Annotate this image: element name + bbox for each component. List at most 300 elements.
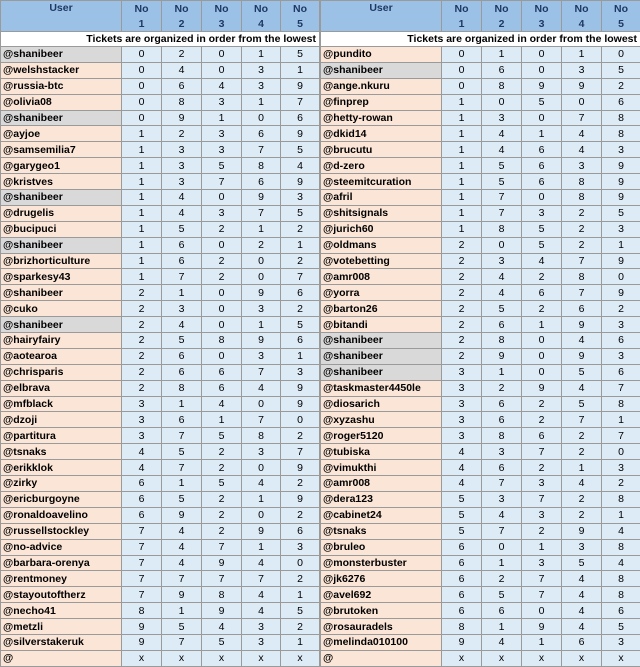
ticket-number-cell: 0 (202, 285, 242, 301)
username-cell: @hairyfairy (1, 333, 122, 349)
ticket-number-cell: 6 (602, 364, 640, 380)
username-cell: @russia-btc (1, 78, 122, 94)
table-row (321, 603, 640, 619)
ticket-number-cell: 7 (162, 634, 202, 650)
ticket-number-cell: 3 (202, 142, 242, 158)
table-row (321, 428, 640, 444)
ticket-number-cell: 5 (602, 205, 640, 221)
ticket-number-cell: 6 (442, 603, 482, 619)
username-cell: @cuko (1, 301, 122, 317)
ticket-number-cell: 1 (442, 110, 482, 126)
ticket-number-cell: 0 (202, 62, 242, 78)
ticket-number-cell: 1 (122, 158, 162, 174)
ticket-number-cell: 2 (562, 221, 602, 237)
ticket-number-cell: 0 (522, 603, 562, 619)
ticket-number-cell: 2 (122, 317, 162, 333)
table-row (1, 142, 320, 158)
ticket-number-cell: 7 (522, 571, 562, 587)
ticket-number-cell: 9 (522, 78, 562, 94)
ticket-number-cell: 0 (242, 507, 281, 523)
ticket-number-cell: 7 (482, 476, 522, 492)
ticket-number-cell: 9 (602, 190, 640, 206)
no-header-3: No (522, 1, 562, 17)
ticket-number-cell: 9 (162, 587, 202, 603)
ticket-number-cell: 1 (482, 555, 522, 571)
ticket-number-cell: 8 (562, 190, 602, 206)
ticket-number-cell: 2 (202, 221, 242, 237)
username-cell: @elbrava (1, 380, 122, 396)
no-header-2: No (482, 1, 522, 17)
ticket-number-cell: 7 (482, 523, 522, 539)
table-row (1, 428, 320, 444)
ticket-number-cell: 0 (522, 364, 562, 380)
username-cell: @bitandi (321, 317, 442, 333)
ticket-number-cell: 1 (122, 269, 162, 285)
ticket-number-cell: 6 (162, 364, 202, 380)
username-cell: @welshstacker (1, 62, 122, 78)
username-cell: @ange.nkuru (321, 78, 442, 94)
ticket-number-cell: 6 (562, 301, 602, 317)
ticket-number-cell: 0 (522, 333, 562, 349)
ticket-number-cell: 9 (522, 619, 562, 635)
ticket-number-cell: 1 (162, 396, 202, 412)
table-row (1, 476, 320, 492)
ticket-number-cell: 9 (602, 285, 640, 301)
ticket-number-cell: 2 (122, 348, 162, 364)
ticket-number-cell: 6 (482, 396, 522, 412)
ticket-number-cell: 6 (562, 634, 602, 650)
username-cell: @garygeo1 (1, 158, 122, 174)
ticket-number-cell: 2 (522, 460, 562, 476)
ticket-number-cell: 2 (202, 444, 242, 460)
ticket-number-cell: 2 (281, 253, 320, 269)
ticket-number-cell: 1 (442, 190, 482, 206)
ticket-number-cell: 2 (562, 444, 602, 460)
username-cell: @tubiska (321, 444, 442, 460)
table-row (1, 221, 320, 237)
table-row (1, 62, 320, 78)
username-cell: @ericburgoyne (1, 491, 122, 507)
ticket-number-cell: 4 (442, 444, 482, 460)
username-cell: @dera123 (321, 491, 442, 507)
username-cell: @melinda010100 (321, 634, 442, 650)
ticket-number-cell: 0 (442, 47, 482, 63)
ticket-number-cell: 0 (442, 78, 482, 94)
ticket-number-cell: 4 (602, 555, 640, 571)
table-row (1, 619, 320, 635)
table-row (1, 110, 320, 126)
ticket-number-cell: 5 (482, 174, 522, 190)
username-cell: @tsnaks (1, 444, 122, 460)
username-cell: @jurich60 (321, 221, 442, 237)
ticket-number-cell: 6 (522, 142, 562, 158)
ticket-number-cell: 9 (281, 380, 320, 396)
ticket-number-cell: 6 (442, 555, 482, 571)
ticket-number-cell: 6 (162, 237, 202, 253)
ticket-number-cell: 4 (162, 62, 202, 78)
ticket-number-cell: 9 (162, 110, 202, 126)
ticket-number-cell: 6 (522, 174, 562, 190)
ticket-number-cell: 6 (162, 253, 202, 269)
ticket-number-cell: 2 (602, 78, 640, 94)
ticket-number-cell: 4 (482, 507, 522, 523)
ticket-number-cell: 2 (281, 221, 320, 237)
ticket-number-cell: x (482, 650, 522, 666)
column-number-3: 3 (522, 16, 562, 32)
ticket-number-cell: 5 (482, 587, 522, 603)
ticket-number-cell: 7 (162, 269, 202, 285)
table-row (321, 78, 640, 94)
table-row (321, 555, 640, 571)
ticket-number-cell: 8 (162, 94, 202, 110)
ticket-number-cell: 1 (482, 619, 522, 635)
ticket-number-cell: 4 (202, 78, 242, 94)
ticket-number-cell: 2 (562, 237, 602, 253)
ticket-number-cell: 0 (122, 62, 162, 78)
ticket-number-cell: 7 (242, 364, 281, 380)
username-cell: @taskmaster4450le (321, 380, 442, 396)
ticket-number-cell: 1 (522, 634, 562, 650)
ticket-number-cell: 3 (602, 142, 640, 158)
username-cell: @olivia08 (1, 94, 122, 110)
ticket-number-cell: 1 (442, 126, 482, 142)
username-cell: @aotearoa (1, 348, 122, 364)
ticket-number-cell: x (281, 650, 320, 666)
ticket-number-cell: 1 (122, 126, 162, 142)
ticket-number-cell: 5 (522, 221, 562, 237)
ticket-number-cell: 1 (522, 539, 562, 555)
ticket-number-cell: 7 (202, 571, 242, 587)
table-row (321, 571, 640, 587)
ticket-number-cell: 6 (242, 126, 281, 142)
ticket-number-cell: 6 (122, 476, 162, 492)
ticket-number-cell: 2 (562, 491, 602, 507)
table-row (321, 253, 640, 269)
ticket-number-cell: 0 (522, 348, 562, 364)
ticket-number-cell: 1 (202, 110, 242, 126)
ticket-number-cell: 2 (122, 364, 162, 380)
ticket-number-cell: 6 (242, 174, 281, 190)
ticket-number-cell: 9 (281, 126, 320, 142)
username-cell: @avel692 (321, 587, 442, 603)
ticket-number-cell: 2 (281, 619, 320, 635)
ticket-number-cell: 5 (281, 142, 320, 158)
ticket-number-cell: 2 (202, 523, 242, 539)
ticket-number-cell: 6 (482, 412, 522, 428)
table-row (1, 507, 320, 523)
username-cell: @necho41 (1, 603, 122, 619)
ticket-number-cell: 7 (242, 205, 281, 221)
ticket-number-cell: 7 (281, 269, 320, 285)
ticket-number-cell: 1 (442, 158, 482, 174)
ticket-number-cell: 3 (442, 364, 482, 380)
table-row (1, 205, 320, 221)
table-row (321, 507, 640, 523)
table-row (1, 285, 320, 301)
ticket-number-cell: 3 (162, 174, 202, 190)
ticket-number-cell: 5 (281, 317, 320, 333)
no-header-1: No (442, 1, 482, 17)
ticket-number-cell: 4 (242, 380, 281, 396)
ticket-number-cell: 7 (242, 142, 281, 158)
ticket-number-cell: 3 (482, 253, 522, 269)
ticket-number-cell: 1 (522, 126, 562, 142)
ticket-number-cell: 6 (122, 507, 162, 523)
username-cell: @shitsignals (321, 205, 442, 221)
ticket-number-cell: 4 (242, 476, 281, 492)
column-number-3: 3 (202, 16, 242, 32)
ticket-number-cell: 6 (202, 380, 242, 396)
ticket-number-cell: 2 (242, 237, 281, 253)
username-cell: @hetty-rowan (321, 110, 442, 126)
ticket-number-cell: 2 (202, 460, 242, 476)
ticket-number-cell: 6 (602, 94, 640, 110)
ticket-number-cell: 2 (442, 253, 482, 269)
ticket-number-cell: 7 (122, 539, 162, 555)
ticket-number-cell: 4 (482, 285, 522, 301)
username-cell: @rosauradels (321, 619, 442, 635)
ticket-number-cell: 6 (522, 158, 562, 174)
table-row (321, 523, 640, 539)
ticket-number-cell: 2 (482, 571, 522, 587)
username-cell: @steemitcuration (321, 174, 442, 190)
ticket-number-cell: 8 (602, 571, 640, 587)
ticket-number-cell: 7 (202, 539, 242, 555)
ticket-number-cell: 0 (202, 348, 242, 364)
ticket-number-cell: 1 (281, 348, 320, 364)
ticket-number-cell: 6 (522, 285, 562, 301)
username-cell: @amr008 (321, 269, 442, 285)
ticket-number-cell: 4 (242, 603, 281, 619)
table-row (1, 158, 320, 174)
ticket-number-cell: 2 (281, 476, 320, 492)
ticket-number-cell: 2 (562, 507, 602, 523)
ticket-number-cell: 5 (162, 491, 202, 507)
ticket-number-cell: 7 (482, 205, 522, 221)
ticket-number-cell: 1 (242, 491, 281, 507)
ticket-number-cell: 3 (442, 380, 482, 396)
table-row (1, 491, 320, 507)
ticket-number-cell: 0 (482, 94, 522, 110)
ticket-number-cell: 9 (602, 253, 640, 269)
ticket-number-cell: 3 (442, 396, 482, 412)
ticket-number-cell: 2 (281, 428, 320, 444)
ticket-number-cell: 2 (442, 317, 482, 333)
ticket-number-cell: 1 (122, 142, 162, 158)
ticket-number-cell: 3 (562, 539, 602, 555)
ticket-number-cell: 7 (122, 587, 162, 603)
username-cell: @samsemilia7 (1, 142, 122, 158)
ticket-number-cell: 1 (281, 587, 320, 603)
ticket-number-cell: 4 (602, 523, 640, 539)
ticket-number-cell: 4 (562, 476, 602, 492)
ticket-number-cell: 0 (202, 237, 242, 253)
ticket-number-cell: 0 (122, 110, 162, 126)
username-cell: @shanibeer (321, 364, 442, 380)
ticket-number-cell: 5 (602, 619, 640, 635)
ticket-number-cell: 1 (122, 237, 162, 253)
ticket-number-cell: 7 (562, 110, 602, 126)
username-cell: @ronaldoavelino (1, 507, 122, 523)
ticket-number-cell: 0 (281, 412, 320, 428)
ticket-number-cell: 7 (162, 460, 202, 476)
ticket-number-cell: 1 (602, 237, 640, 253)
ticket-number-cell: 2 (281, 507, 320, 523)
ticket-number-cell: 2 (162, 47, 202, 63)
ticket-number-cell: 4 (281, 158, 320, 174)
username-cell: @finprep (321, 94, 442, 110)
username-cell: @ (1, 650, 122, 666)
ticket-number-cell: 4 (242, 587, 281, 603)
ticket-number-cell: 2 (281, 571, 320, 587)
ticket-number-cell: 1 (242, 539, 281, 555)
ticket-number-cell: 9 (242, 333, 281, 349)
ticket-number-cell: 8 (602, 110, 640, 126)
ticket-number-cell: 4 (482, 634, 522, 650)
ticket-number-cell: 1 (281, 62, 320, 78)
ticket-number-cell: 1 (442, 142, 482, 158)
ticket-number-cell: 1 (162, 285, 202, 301)
ticket-number-cell: 2 (202, 491, 242, 507)
ticket-number-cell: 7 (202, 174, 242, 190)
ticket-number-cell: 4 (202, 396, 242, 412)
ticket-number-cell: 1 (242, 221, 281, 237)
ticket-number-cell: 4 (562, 571, 602, 587)
ticket-number-cell: 7 (522, 491, 562, 507)
table-row (321, 380, 640, 396)
username-cell: @dkid14 (321, 126, 442, 142)
ticket-number-cell: 3 (162, 158, 202, 174)
table-row (321, 269, 640, 285)
ticket-number-cell: 9 (562, 523, 602, 539)
ticket-number-cell: 4 (442, 476, 482, 492)
ticket-number-cell: 1 (162, 476, 202, 492)
table-row (1, 126, 320, 142)
no-header-4: No (562, 1, 602, 17)
username-cell: @amr008 (321, 476, 442, 492)
table-row (1, 333, 320, 349)
ticket-number-cell: 7 (522, 587, 562, 603)
ticket-number-cell: 2 (122, 285, 162, 301)
username-cell: @shanibeer (1, 190, 122, 206)
table-row (321, 460, 640, 476)
username-cell: @barbara-orenya (1, 555, 122, 571)
ticket-number-cell: 9 (602, 158, 640, 174)
username-cell: @afril (321, 190, 442, 206)
table-row (1, 78, 320, 94)
table-row (321, 94, 640, 110)
user-column-header: User (321, 1, 442, 32)
table-row (321, 158, 640, 174)
ticket-number-cell: 6 (162, 348, 202, 364)
ticket-number-cell: 9 (281, 491, 320, 507)
column-number-2: 2 (482, 16, 522, 32)
ticket-number-cell: 9 (281, 460, 320, 476)
ticket-number-cell: 2 (202, 253, 242, 269)
ticket-number-cell: 6 (281, 333, 320, 349)
ticket-number-cell: 5 (281, 47, 320, 63)
ticket-number-cell: 5 (442, 507, 482, 523)
ticket-number-cell: 6 (122, 491, 162, 507)
table-row (1, 412, 320, 428)
username-cell: @no-advice (1, 539, 122, 555)
ticket-number-cell: 6 (602, 333, 640, 349)
ticket-number-cell: 1 (122, 253, 162, 269)
ticket-number-cell: 0 (202, 317, 242, 333)
username-cell: @d-zero (321, 158, 442, 174)
ticket-number-cell: 9 (122, 634, 162, 650)
ticket-number-cell: 9 (242, 190, 281, 206)
username-cell: @zirky (1, 476, 122, 492)
table-row (321, 301, 640, 317)
ticket-number-cell: 5 (202, 634, 242, 650)
ticket-number-cell: 0 (242, 396, 281, 412)
ticket-number-cell: 0 (442, 62, 482, 78)
username-cell: @oldmans (321, 237, 442, 253)
table-row (321, 62, 640, 78)
ticket-number-cell: 9 (562, 317, 602, 333)
table-row (1, 396, 320, 412)
username-cell: @shanibeer (1, 317, 122, 333)
ticket-number-cell: 9 (242, 285, 281, 301)
user-column-header: User (1, 1, 122, 32)
ticket-number-cell: 8 (482, 333, 522, 349)
ticket-number-cell: 7 (482, 190, 522, 206)
ticket-number-cell: 3 (122, 412, 162, 428)
username-cell: @russellstockley (1, 523, 122, 539)
ticket-number-cell: 5 (522, 237, 562, 253)
ticket-number-cell: 2 (522, 301, 562, 317)
table-row (321, 587, 640, 603)
ticket-number-cell: 8 (242, 428, 281, 444)
table-row (321, 348, 640, 364)
ticket-number-cell: 3 (202, 94, 242, 110)
username-cell: @tsnaks (321, 523, 442, 539)
username-cell: @monsterbuster (321, 555, 442, 571)
ticket-number-cell: 3 (122, 396, 162, 412)
ticket-number-cell: 3 (242, 444, 281, 460)
ticket-number-cell: x (562, 650, 602, 666)
ticket-number-cell: 4 (482, 269, 522, 285)
ticket-number-cell: 2 (442, 348, 482, 364)
ticket-number-cell: 9 (122, 619, 162, 635)
ticket-number-cell: 1 (242, 94, 281, 110)
ticket-number-cell: 4 (122, 460, 162, 476)
table-row (1, 174, 320, 190)
ticket-number-cell: 1 (122, 174, 162, 190)
ticket-number-cell: 9 (281, 174, 320, 190)
ticket-number-cell: 7 (281, 94, 320, 110)
username-cell: @yorra (321, 285, 442, 301)
ticket-number-cell: 0 (122, 94, 162, 110)
username-cell: @shanibeer (321, 333, 442, 349)
ticket-number-cell: x (602, 650, 640, 666)
username-cell: @chrisparis (1, 364, 122, 380)
ticket-number-cell: 1 (602, 412, 640, 428)
ticket-number-cell: 1 (122, 190, 162, 206)
ticket-number-cell: 1 (482, 47, 522, 63)
ticket-number-cell: 3 (242, 619, 281, 635)
ticket-number-cell: 8 (162, 380, 202, 396)
ticket-number-cell: 5 (281, 205, 320, 221)
ticket-number-cell: 6 (281, 523, 320, 539)
ticket-number-cell: 3 (242, 634, 281, 650)
ticket-number-cell: 1 (122, 221, 162, 237)
ticket-number-cell: 3 (482, 491, 522, 507)
column-number-1: 1 (122, 16, 162, 32)
ticket-number-cell: 1 (562, 460, 602, 476)
ticket-number-cell: 2 (202, 269, 242, 285)
